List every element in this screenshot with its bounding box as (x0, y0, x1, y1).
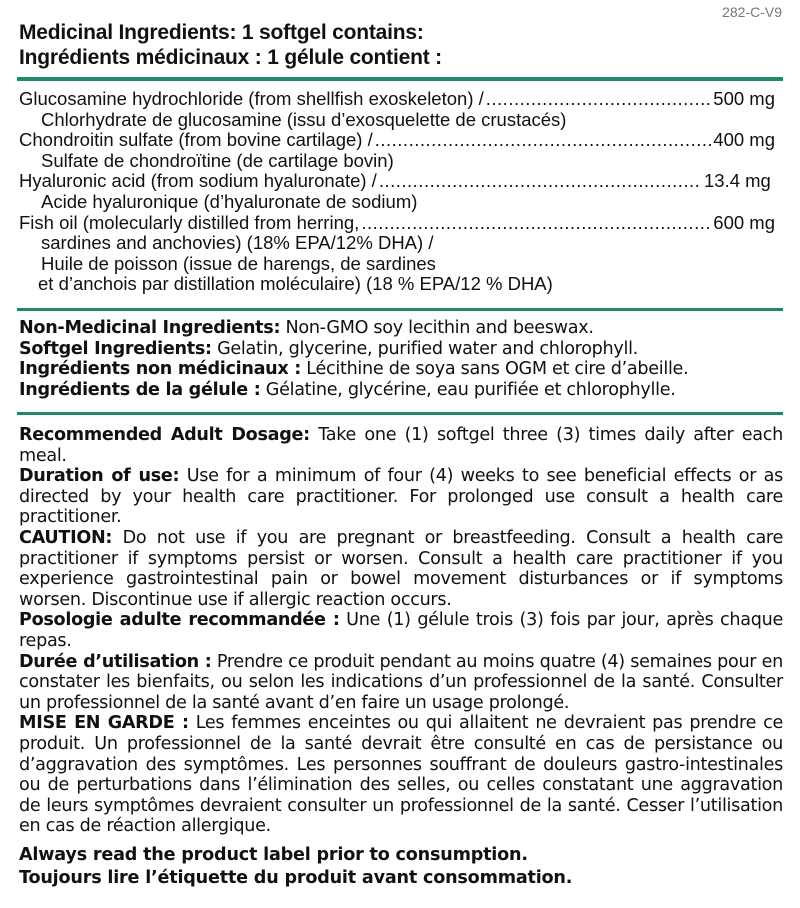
non-medicinal-ingredients (19, 318, 783, 400)
text: Gélatine, glycérine, eau purifiée et chlorophylle. (260, 379, 676, 400)
label: Durée d’utilisation : (19, 651, 212, 672)
heading-en: Medicinal Ingredients: 1 softgel contains: (19, 21, 424, 44)
text: Les femmes enceintes ou qui allaitent ne devraient pas prendre ce produit. Un professionnel de la santé devrait être consulté en cas de persistance ou d’aggravation des symptômes. Les personnes souffrant de douleurs gastro-intestinales ou de perturbations dans l’élimination des selles, ou celles constatant une aggravation de leurs symptômes devraient consulter un professionnel de la santé. Cesser l’utilisation en cas de réaction allergique. (19, 713, 783, 837)
ingredient-amount: 500 mg (713, 88, 775, 109)
ingredient-chondroitin (19, 130, 775, 171)
softgel-line (19, 339, 783, 360)
ingredient-fish-oil (19, 213, 775, 295)
ingredient-hyaluronic-acid (19, 171, 775, 212)
footer-en: Always read the product label prior to consumption. (19, 845, 528, 865)
directions (19, 425, 783, 837)
footer-fr: Toujours lire l’étiquette du produit avant consommation. (19, 868, 573, 888)
divider (17, 412, 783, 415)
dot-leader (486, 89, 712, 110)
divider (17, 77, 783, 81)
label-code: 282-C-V9 (722, 4, 782, 20)
label: MISE EN GARDE : (19, 713, 189, 734)
heading-fr: Ingrédients médicinaux : 1 gélule contient : (19, 46, 442, 69)
ingredient-french-name: et d’anchois par distillation moléculaire) (18 % EPA/12 % DHA) (38, 273, 553, 295)
ingredient-name: Glucosamine hydrochloride (from shellfish exoskeleton) / (19, 88, 484, 109)
label: Posologie adulte recommandée : (19, 610, 340, 631)
label: CAUTION: (19, 527, 113, 548)
ingredient-french-name: Sulfate de chondroïtine (de cartilage bovin) (41, 149, 394, 171)
text: Non-GMO soy lecithin and beeswax. (280, 318, 594, 338)
softgel-fr-line (19, 380, 783, 401)
ingredient-french-name: Huile de poisson (issue de harengs, de sardines (41, 252, 436, 274)
dot-leader (375, 130, 712, 151)
text: Une (1) gélule trois (3) fois par jour, après chaque repas. (19, 610, 784, 651)
label: Ingrédients non médicinaux : (19, 359, 302, 380)
label: Ingrédients de la gélule : (19, 379, 261, 400)
text: Use for a minimum of four (4) weeks to see beneficial effects or as directed by your health care practitioner. For prolonged use consult a health care practitioner. (19, 466, 784, 528)
ingredient-amount: 400 mg (713, 129, 775, 151)
label: Softgel Ingredients: (19, 338, 212, 359)
label: Duration of use: (19, 466, 180, 487)
non-medicinal-line (19, 318, 783, 339)
medicinal-ingredients-heading (19, 20, 442, 70)
caution (19, 528, 783, 610)
duration-fr (19, 652, 783, 714)
dot-leader (361, 213, 711, 234)
text: Lécithine de soya sans OGM et cire d’abeille. (301, 359, 689, 380)
duration (19, 466, 783, 528)
ingredient-french-name: Chlorhydrate de glucosamine (issu d’exosquelette de crustacés) (41, 108, 567, 130)
footer-notice (19, 844, 572, 890)
text: Gelatin, glycerine, purified water and chlorophyll. (211, 338, 638, 359)
ingredient-glucosamine (19, 89, 775, 130)
ingredient-amount: 13.4 mg (704, 170, 771, 192)
ingredient-name: Hyaluronic acid (from sodium hyaluronate) / (19, 170, 377, 192)
ingredient-name: Chondroitin sulfate (from bovine cartilage) / (19, 129, 373, 151)
ingredient-amount: 600 mg (713, 211, 775, 233)
divider (17, 308, 783, 311)
text: Do not use if you are pregnant or breastfeeding. Consult a health care practitioner if symptoms persist or worsen. Consult a health care practitioner if you experience gastrointestinal pain or bowel movement disturbances or if symptoms worsen. Discontinue use if allergic reaction occurs. (19, 527, 783, 610)
dot-leader (379, 171, 702, 192)
text: Prendre ce produit pendant au moins quatre (4) semaines pour en constater les bienfaits, ou selon les indications d’un professionnel de la santé. Consulter un professionnel de la santé avant d’en faire un usage prolongé. (19, 651, 783, 713)
label: Recommended Adult Dosage: (19, 425, 310, 445)
dosage (19, 425, 783, 466)
dosage-fr (19, 610, 783, 651)
ingredient-name: Fish oil (molecularly distilled from herring, (19, 211, 360, 233)
text: Take one (1) softgel three (3) times daily after each meal. (19, 425, 784, 466)
caution-fr (19, 713, 783, 837)
ingredient-french-name: Acide hyaluronique (d’hyaluronate de sodium) (41, 190, 418, 212)
non-medicinal-fr-line (19, 359, 783, 380)
ingredient-detail: sardines and anchovies) (18% EPA/12% DHA) / (41, 232, 434, 254)
ingredient-list (19, 89, 775, 295)
label: Non-Medicinal Ingredients: (19, 318, 281, 338)
